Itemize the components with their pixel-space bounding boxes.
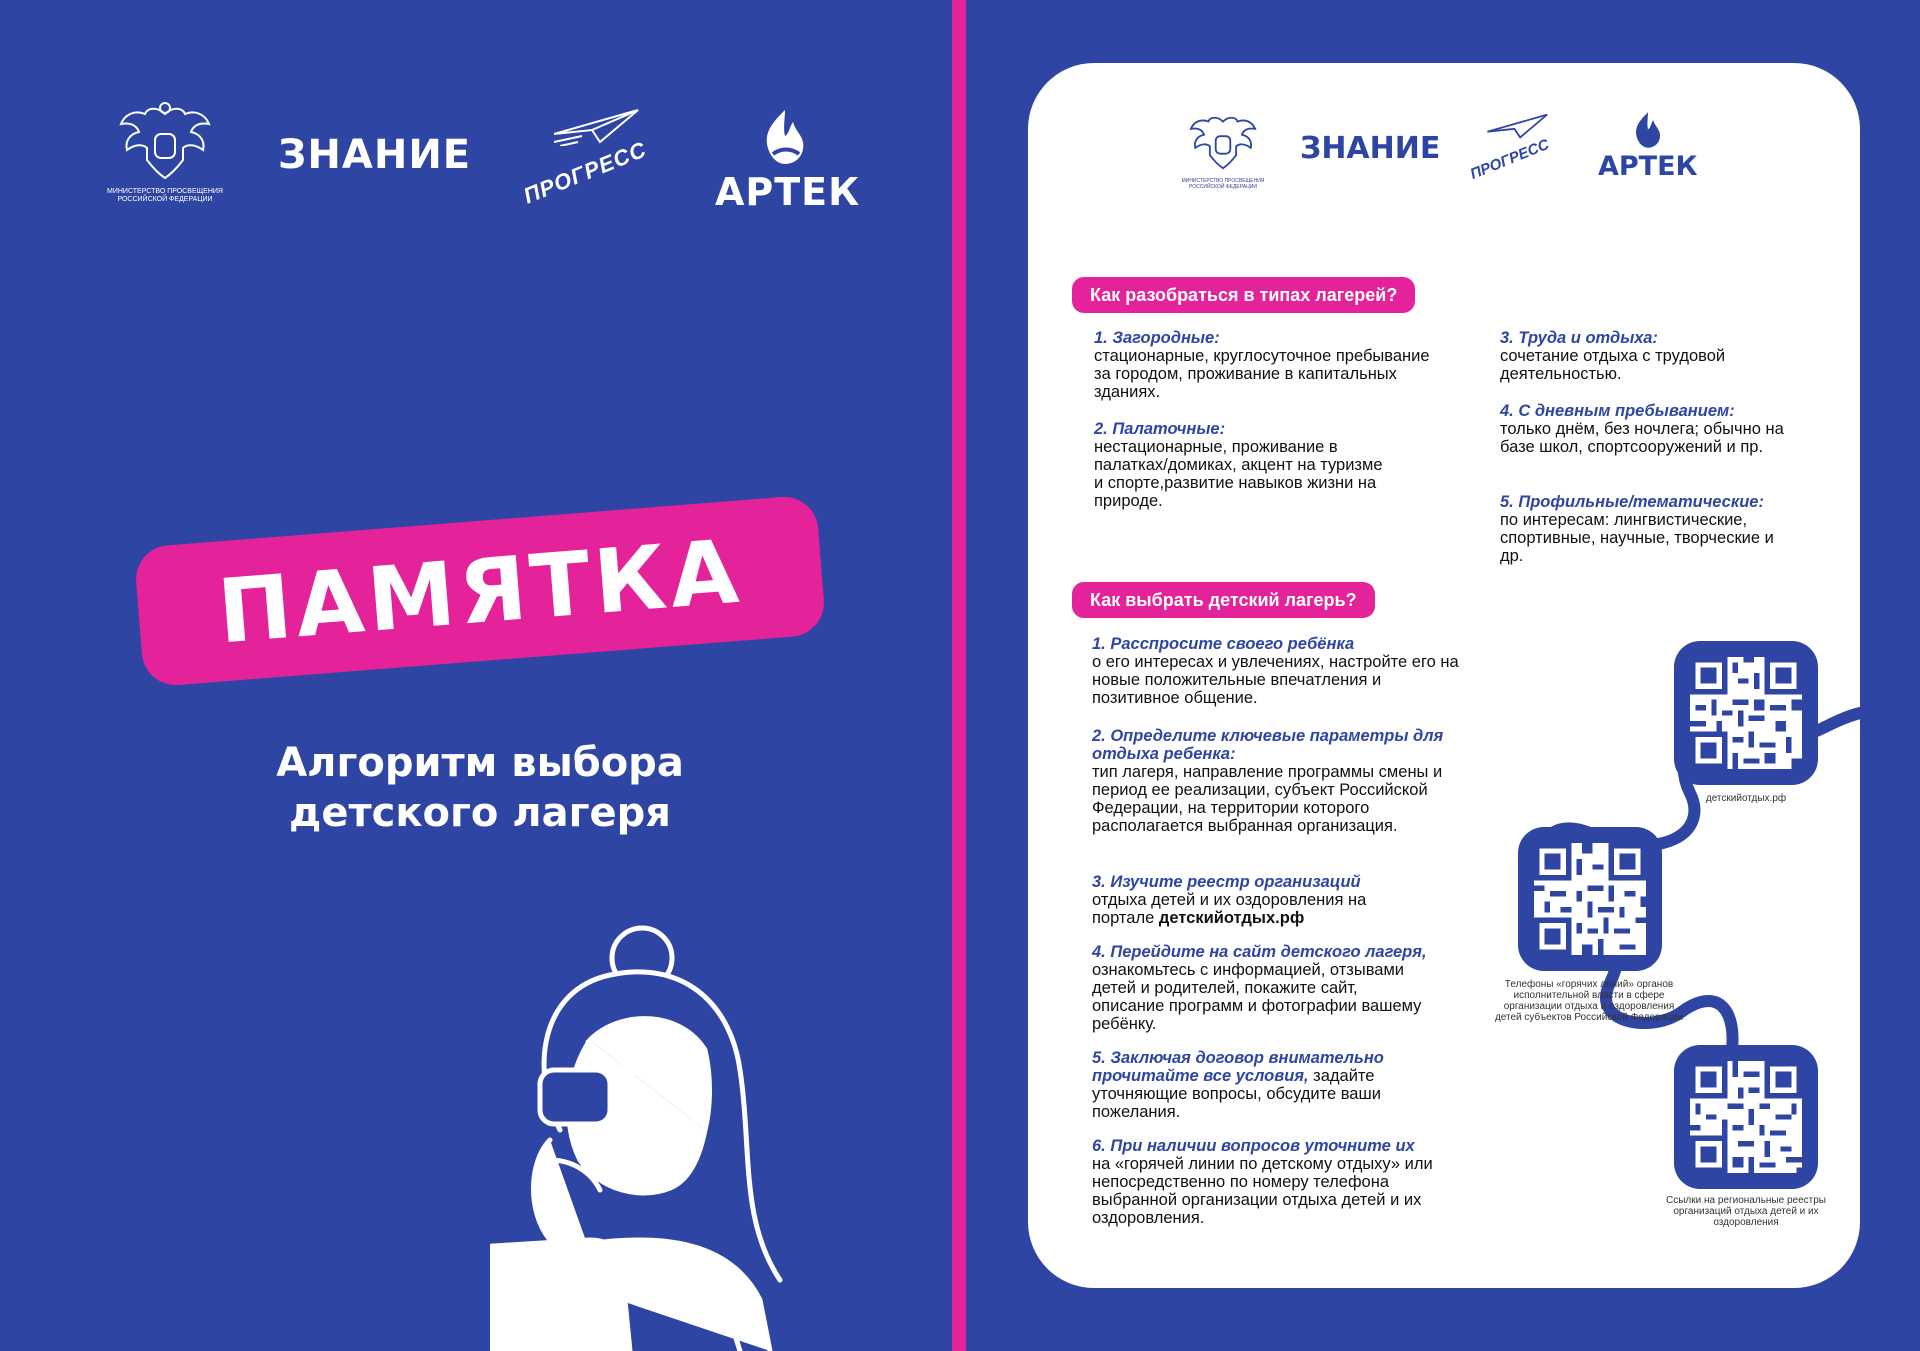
choose-heading: Как выбрать детский лагерь? <box>1072 582 1375 618</box>
qr-pattern-2 <box>1534 843 1646 955</box>
qr-pattern-1 <box>1690 657 1802 769</box>
type-item-5-title: 5. Профильные/тематические: <box>1500 493 1764 511</box>
pamyatka-title: ПАМЯТКА <box>214 519 746 663</box>
type-item-3-text: сочетание отдыха с трудовой деятельностью. <box>1500 347 1726 383</box>
type-item-2-title: 2. Палаточные: <box>1094 420 1226 438</box>
card-eagle-emblem-icon <box>1188 111 1258 173</box>
card-artek-text: АРТЕК <box>1598 151 1698 182</box>
type-item-2-text: нестационарные, проживание в палатках/домиках, акцент на туризме и спорте,развитие навыков жизни на природе. <box>1094 438 1383 510</box>
choose-step-5-text: задайте уточняющие вопросы, обсудите ваши пожелания. <box>1092 1067 1381 1121</box>
choose-step-5 <box>1092 1049 1412 1121</box>
choose-step-3 <box>1092 873 1412 927</box>
qr-code-hotlines[interactable] <box>1518 827 1662 971</box>
qr-pattern-3 <box>1690 1061 1802 1173</box>
choose-step-2 <box>1092 727 1462 835</box>
choose-step-4-title: 4. Перейдите на сайт детского лагеря, <box>1092 943 1427 961</box>
choose-step-4 <box>1092 943 1432 1033</box>
choose-step-1-text: о его интересах и увлечениях, настройте его на новые положительные впечатления и позитивное общение. <box>1092 653 1459 707</box>
choose-step-1-title: 1. Расспросите своего ребёнка <box>1092 635 1355 653</box>
type-item-3 <box>1500 329 1790 383</box>
choose-step-6-text: на «горячей линии по детскому отдыху» или непосредственно по номеру телефона выбранной организации отдыха детей и их оздоровления. <box>1092 1155 1433 1227</box>
ministry-text: МИНИСТЕРСТВО ПРОСВЕЩЕНИЯ РОССИЙСКОЙ ФЕДЕРАЦИИ <box>107 188 223 203</box>
card-znanie-logo: ЗНАНИЕ <box>1300 131 1441 166</box>
card-progress-text: ПРОГРЕСС <box>1467 136 1552 183</box>
choose-step-6 <box>1092 1137 1462 1227</box>
type-item-1-text: стационарные, круглосуточное пребывание за городом, проживание в капитальных зданиях. <box>1094 347 1430 401</box>
type-item-1 <box>1094 329 1434 401</box>
progress-text: ПРОГРЕСС <box>519 136 651 209</box>
type-item-2 <box>1094 420 1394 510</box>
subtitle-line-1: Алгоритм выбора <box>276 740 684 786</box>
type-item-4 <box>1500 402 1810 456</box>
types-heading: Как разобраться в типах лагерей? <box>1072 277 1415 313</box>
portal-link[interactable]: детскийотдых.рф <box>1158 909 1305 927</box>
artek-text: АРТЕК <box>715 170 861 214</box>
pamyatka-badge <box>134 494 827 687</box>
paper-plane-icon <box>552 106 642 146</box>
choose-step-2-text: тип лагеря, направление программы смены и период ее реализации, субъект Российской Федерации, на территории которого располагается выбранная организация. <box>1092 763 1443 835</box>
type-item-5-text: по интересам: лингвистические, спортивные, научные, творческие и др. <box>1500 511 1774 565</box>
ministry-logo <box>100 100 230 204</box>
artek-logo <box>715 108 861 218</box>
card-progress-logo <box>1467 111 1552 191</box>
pink-divider <box>952 0 966 1351</box>
type-item-5 <box>1500 493 1800 565</box>
type-item-3-title: 3. Труда и отдыха: <box>1500 329 1658 347</box>
card-paper-plane-icon <box>1486 111 1550 141</box>
info-card <box>1028 63 1860 1288</box>
choose-step-5-title: 5. Заключая договор внимательно прочитайте все условия, <box>1092 1049 1384 1085</box>
type-item-4-title: 4. С дневным пребыванием: <box>1500 402 1735 420</box>
qr-caption-2: Телефоны «горячих линий» органов исполнительной власти в сфере организации отдыха и оздоровления детей субъектов Российской Федерации <box>1494 979 1684 1023</box>
card-artek-logo <box>1598 111 1698 221</box>
card-ministry-text: МИНИСТЕРСТВО ПРОСВЕЩЕНИЯ РОССИЙСКОЙ ФЕДЕРАЦИИ <box>1181 178 1265 190</box>
flame-icon <box>755 108 815 166</box>
choose-step-1 <box>1092 635 1462 707</box>
progress-logo <box>519 106 651 209</box>
choose-step-3-text: отдыха детей и их оздоровления на портале <box>1092 891 1367 927</box>
girl-with-laptop-illustration <box>490 920 952 1351</box>
card-ministry-logo <box>1178 111 1268 190</box>
cover-panel <box>0 0 952 1351</box>
type-item-4-text: только днём, без ночлега; обычно на базе школ, спортсооружений и пр. <box>1500 420 1784 456</box>
choose-step-4-text: ознакомьтесь с информацией, отзывами детей и родителей, покажите сайт, описание программ и фотографии вашему ребёнку. <box>1092 961 1422 1033</box>
subtitle-line-2: детского лагеря <box>289 790 671 836</box>
choose-step-3-title: 3. Изучите реестр организаций <box>1092 873 1361 891</box>
card-flame-icon <box>1628 111 1668 149</box>
choose-step-6-title: 6. При наличии вопросов уточните их <box>1092 1137 1415 1155</box>
cover-subtitle <box>200 738 760 838</box>
znanie-logo: ЗНАНИЕ <box>278 132 472 178</box>
type-item-1-title: 1. Загородные: <box>1094 329 1220 347</box>
cover-logos <box>100 100 860 220</box>
card-logos <box>1178 111 1718 221</box>
qr-caption-3: Ссылки на региональные реестры организаций отдыха детей и их оздоровления <box>1666 1195 1826 1228</box>
qr-caption-1: детскийотдых.рф <box>1705 793 1787 804</box>
eagle-emblem-icon <box>117 100 213 184</box>
choose-step-2-title: 2. Определите ключевые параметры для отдыха ребенка: <box>1092 727 1444 763</box>
qr-code-registries[interactable] <box>1674 1045 1818 1189</box>
qr-code-portal[interactable] <box>1674 641 1818 785</box>
